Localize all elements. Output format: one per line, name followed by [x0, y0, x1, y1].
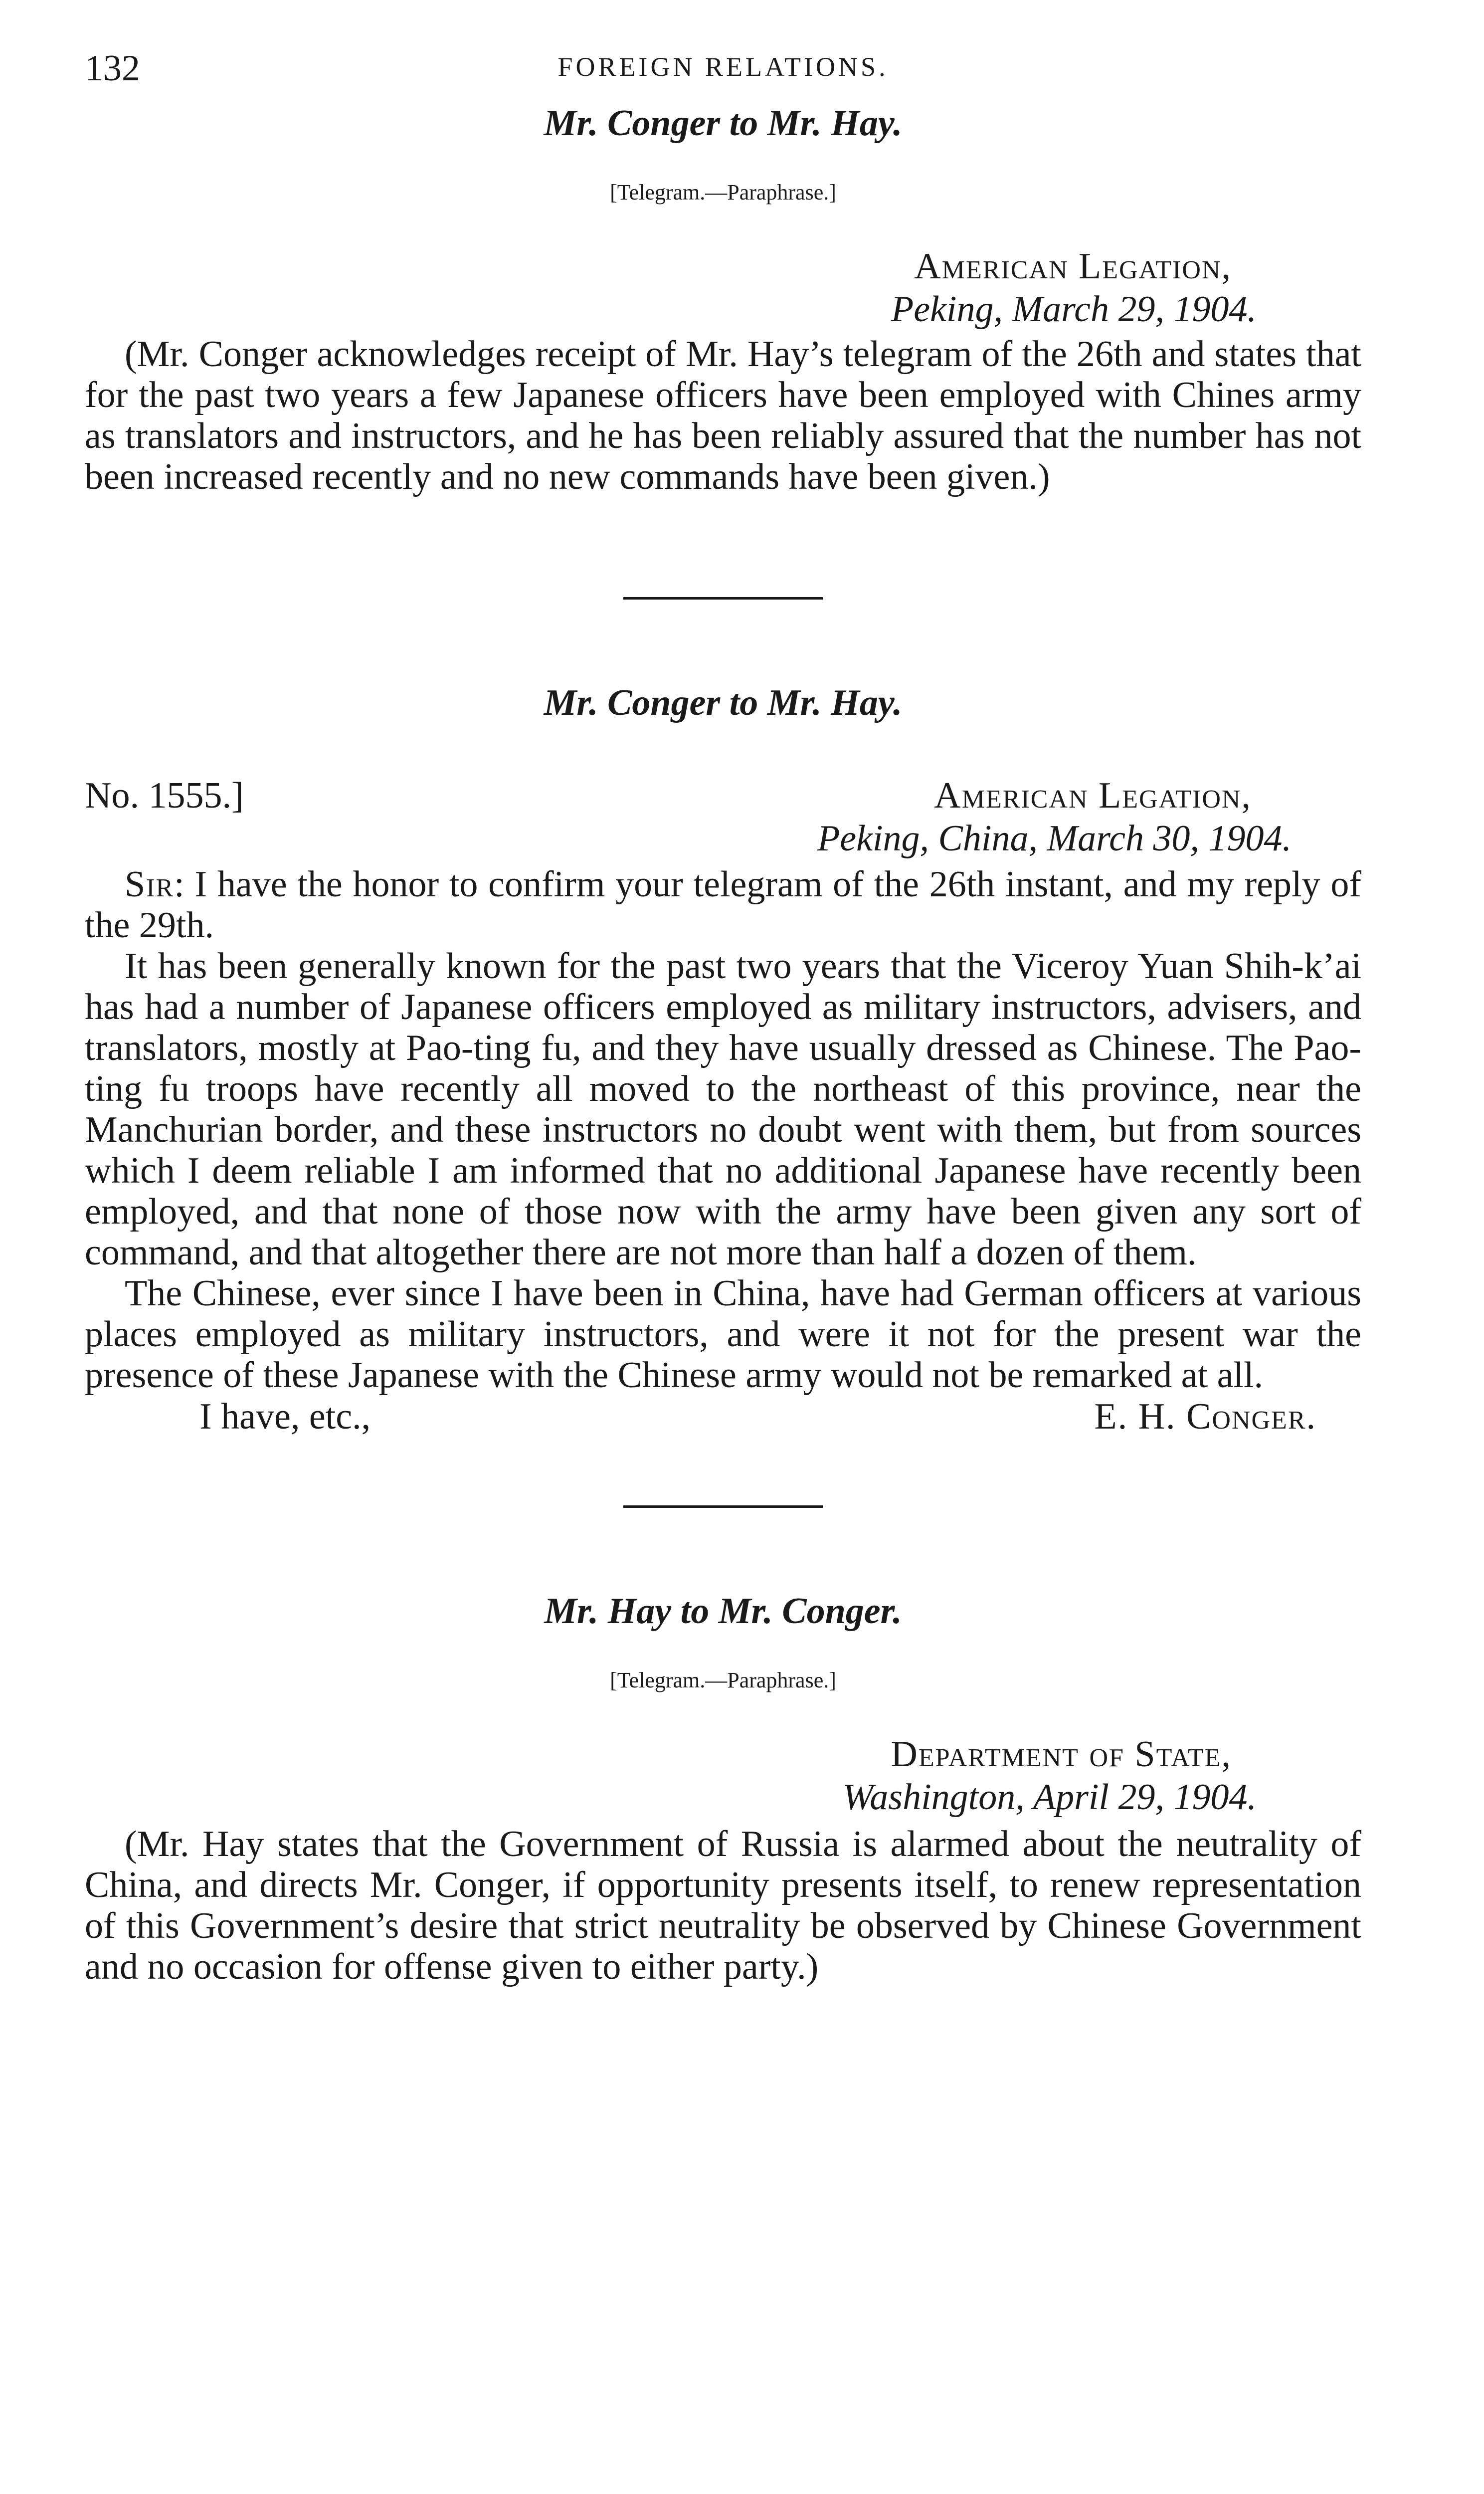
section-divider [623, 1505, 823, 1508]
doc2-closing-row [85, 1396, 1361, 1441]
doc2-paragraph-text: : I have the honor to confirm your telegram of the 26th instant, and my reply of the 29th. [85, 864, 1361, 946]
doc1-place-line1: American Legation, [914, 246, 1232, 287]
doc3-place-line2: Washington, April 29, 1904. [842, 1777, 1257, 1818]
document-2 [85, 682, 1361, 1441]
document-1 [85, 102, 1361, 497]
doc2-salutation: Sir [125, 864, 175, 905]
doc2-paragraph: It has been generally known for the past two years that the Viceroy Yuan Shih-k’ai has had a number of Japanese officers employed as military instructors, advisers, and translators, mostly at Pao-ting fu, and they have usually dressed as Chinese. The Pao-ting fu troops have recently all moved to the northeast of this province, near the Manchurian border, and these instructors no doubt went with them, but from sources which I deem reliable I am informed that no additional Japanese have recently been employed, and that none of those now with the army have been given any sort of command, and that altogether there are not more than half a dozen of them. [85, 946, 1361, 1273]
doc3-place-block [85, 1733, 1361, 1819]
section-divider [623, 597, 823, 600]
running-head: FOREIGN RELATIONS. [557, 52, 889, 82]
doc2-heading: Mr. Conger to Mr. Hay. [544, 682, 903, 723]
doc2-place-block [817, 774, 1361, 860]
doc2-place-line2: Peking, China, March 30, 1904. [817, 818, 1292, 859]
doc3-subheading: [Telegram.—Paraphrase.] [610, 1668, 836, 1692]
doc2-signature: E. H. Conger. [1094, 1396, 1316, 1437]
doc2-dateline [85, 774, 1361, 864]
doc1-heading: Mr. Conger to Mr. Hay. [544, 103, 903, 144]
doc2-paragraph [85, 864, 1361, 946]
page-number: 132 [85, 48, 140, 89]
doc2-number: No. 1555.] [85, 775, 244, 816]
document-3 [85, 1590, 1361, 1987]
doc1-paragraph: (Mr. Conger acknowledges receipt of Mr. Hay’s telegram of the 26th and states that for the past two years a few Japanese officers have been employed with Chines army as translators and instructors, and he has been reliably assured that the number has not been increased recently and no new commands have been given.) [85, 334, 1361, 497]
page-header [85, 47, 1361, 102]
doc1-subheading: [Telegram.—Paraphrase.] [610, 180, 836, 205]
doc1-body [85, 334, 1361, 497]
doc3-heading: Mr. Hay to Mr. Conger. [544, 1591, 902, 1632]
doc2-body [85, 864, 1361, 1396]
doc3-body [85, 1824, 1361, 1987]
doc3-place-line1: Department of State, [891, 1734, 1232, 1775]
doc2-closing: I have, etc., [199, 1396, 371, 1437]
doc1-place-block [85, 245, 1361, 331]
document-page [85, 47, 1361, 1987]
doc2-place-line1: American Legation, [934, 775, 1252, 816]
doc3-paragraph: (Mr. Hay states that the Government of Russia is alarmed about the neutrality of China, and directs Mr. Conger, if opportunity presents itself, to renew representation of this Government’s desire that strict neutrality be observed by Chinese Government and no occasion for offense given to either party.) [85, 1824, 1361, 1987]
doc2-paragraph: The Chinese, ever since I have been in China, have had German officers at various places employed as military instructors, and were it not for the present war the presence of these Japanese with the Chinese army would not be remarked at all. [85, 1273, 1361, 1396]
doc1-place-line2: Peking, March 29, 1904. [891, 289, 1257, 330]
